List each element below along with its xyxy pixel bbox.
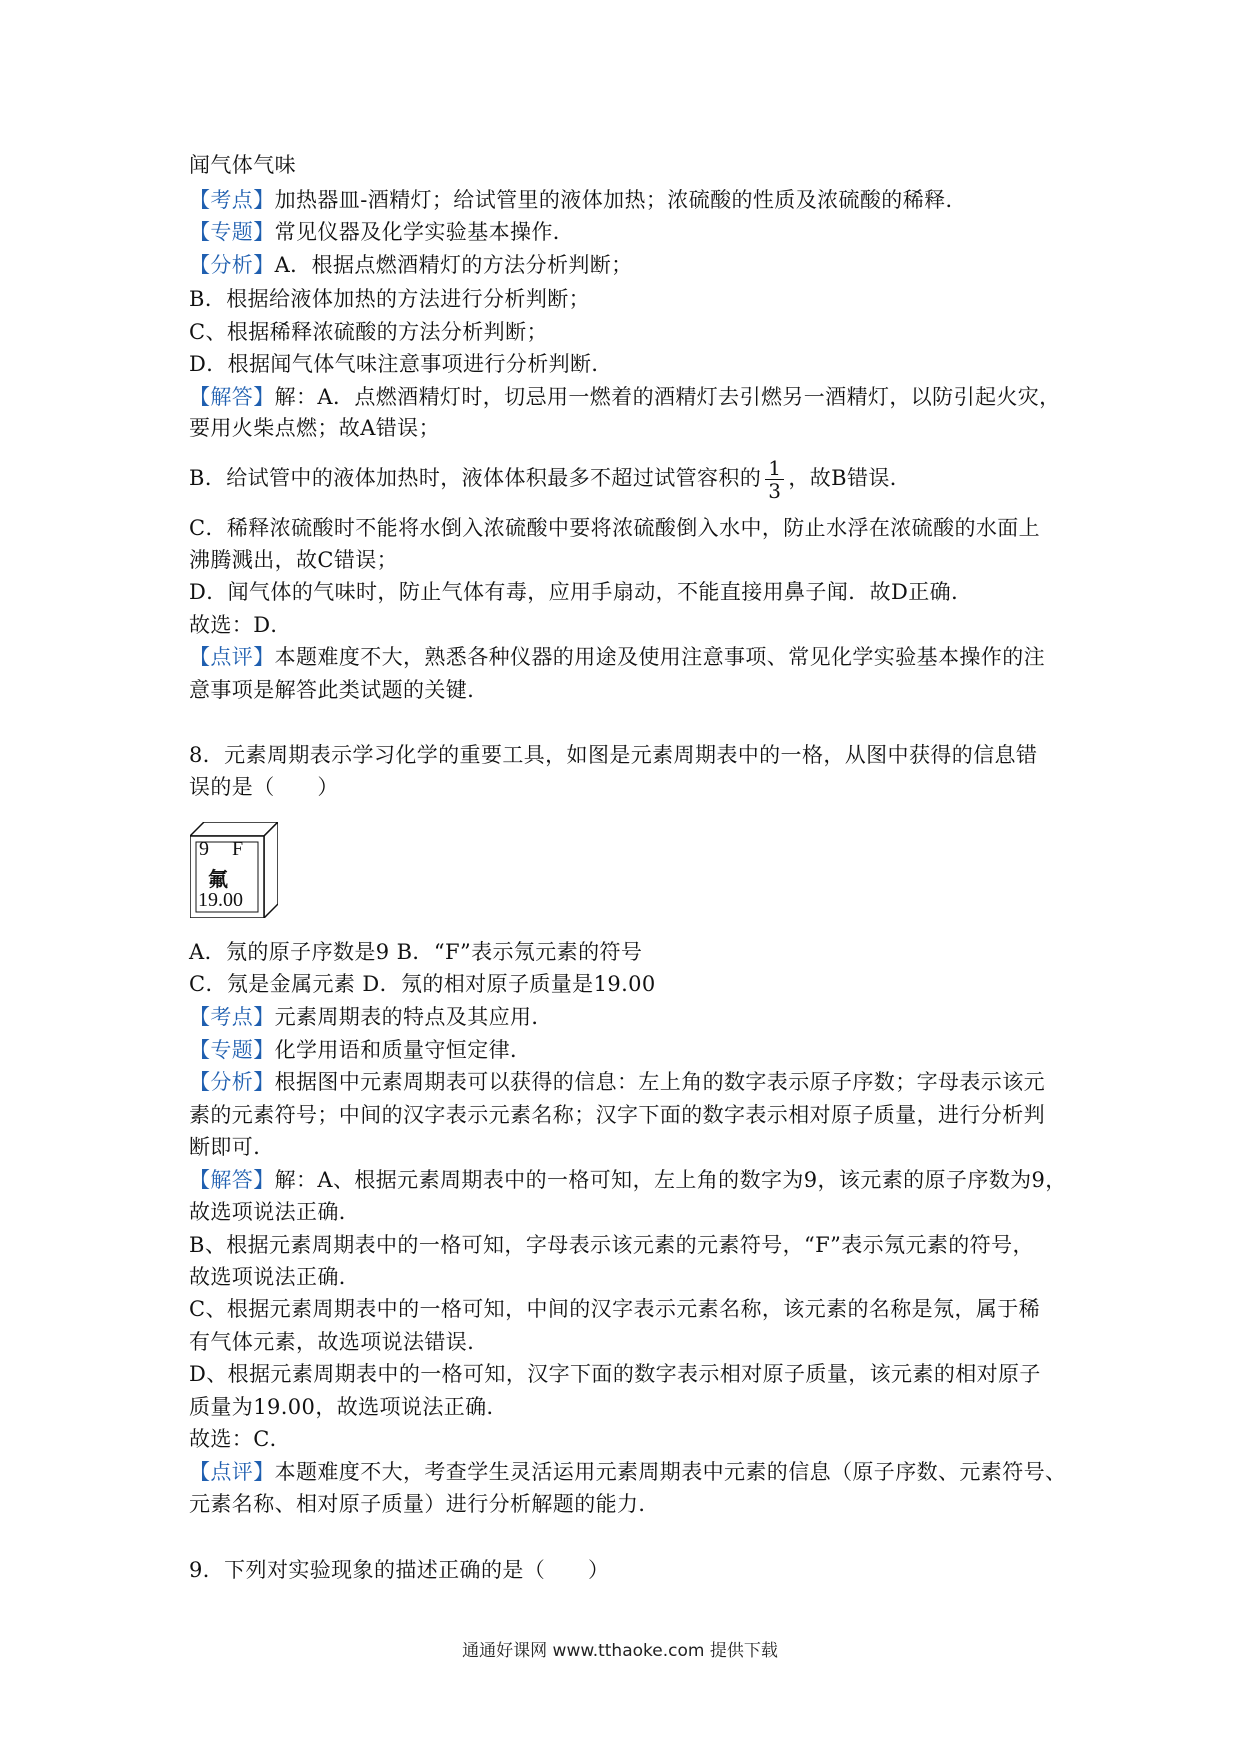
section-tag: 【点评】 bbox=[189, 1460, 275, 1484]
section-tag: 【专题】 bbox=[189, 220, 275, 244]
section-tag: 【解答】 bbox=[189, 385, 275, 409]
fenxi-line bbox=[189, 1068, 1045, 1096]
question-9-stem: 9．下列对实验现象的描述正确的是（ ） bbox=[189, 1558, 610, 1582]
atomic-mass: 19.00 bbox=[198, 889, 243, 911]
text-line: B．根据给液体加热的方法进行分析判断； bbox=[189, 287, 591, 311]
text-line: 闻气体气味 bbox=[189, 153, 296, 177]
text-line: C、根据稀释浓硫酸的方法分析判断； bbox=[189, 320, 548, 344]
fraction-one-third: $\frac{1}{3}$ bbox=[765, 457, 784, 502]
text-line: 元素名称、相对原子质量）进行分析解题的能力． bbox=[189, 1492, 660, 1516]
section-tag: 【专题】 bbox=[189, 1038, 275, 1062]
section-tag: 【考点】 bbox=[189, 188, 275, 212]
section-tag: 【考点】 bbox=[189, 1005, 275, 1029]
kaodian-line bbox=[189, 186, 967, 214]
question-8-stem: 8．元素周期表示学习化学的重要工具，如图是元素周期表中的一格，从图中获得的信息错 bbox=[189, 743, 1038, 767]
text-line: 故选项说法正确． bbox=[189, 1265, 361, 1289]
section-text: 本题难度不大，考查学生灵活运用元素周期表中元素的信息（原子序数、元素符号、 bbox=[274, 1460, 1067, 1484]
section-text: 解：A、根据元素周期表中的一格可知，左上角的数字为9，该元素的原子序数为9， bbox=[274, 1168, 1067, 1192]
text-line: B、根据元素周期表中的一格可知，字母表示该元素的元素符号，“F”表示氖元素的符号， bbox=[189, 1233, 1034, 1257]
text-line: 断即可． bbox=[189, 1135, 275, 1159]
section-tag: 【分析】 bbox=[189, 1070, 275, 1094]
text-line: 故选项说法正确． bbox=[189, 1200, 361, 1224]
text-line: C、根据元素周期表中的一格可知，中间的汉字表示元素名称，该元素的名称是氖，属于稀 bbox=[189, 1297, 1041, 1321]
section-text: A．根据点燃酒精灯的方法分析判断； bbox=[274, 253, 633, 277]
text-line: D．闻气体的气味时，防止气体有毒，应用手扇动，不能直接用鼻子闻．故D正确． bbox=[189, 580, 973, 604]
section-text: 加热器皿-酒精灯；给试管里的液体加热；浓硫酸的性质及浓硫酸的稀释． bbox=[274, 188, 967, 212]
text-line: 故选：D． bbox=[189, 613, 292, 637]
text-line: 故选：C． bbox=[189, 1427, 292, 1451]
page-footer: 通通好课网 www.tthaoke.com 提供下载 bbox=[462, 1641, 778, 1661]
text-line: 要用火柴点燃；故A错误； bbox=[189, 416, 440, 440]
fraction-line: B．给试管中的液体加热时，液体体积最多不超过试管容积的 $\frac{1}{3}$ ，故B错误． bbox=[189, 456, 912, 503]
dianping-line bbox=[189, 643, 1045, 671]
text-line: D、根据元素周期表中的一格可知，汉字下面的数字表示相对原子质量，该元素的相对原子 bbox=[189, 1362, 1041, 1386]
option-line: C．氖是金属元素 D．氖的相对原子质量是19.00 bbox=[189, 972, 656, 996]
section-text: 常见仪器及化学实验基本操作． bbox=[274, 220, 575, 244]
periodic-table-cell bbox=[190, 822, 278, 918]
section-text: 本题难度不大，熟悉各种仪器的用途及使用注意事项、常见化学实验基本操作的注 bbox=[274, 645, 1046, 669]
text-line: 有气体元素，故选项说法错误． bbox=[189, 1330, 489, 1354]
element-name: 氟 bbox=[208, 867, 228, 891]
jieda-line bbox=[189, 1166, 1067, 1194]
option-line: A．氖的原子序数是9 B．“F”表示氖元素的符号 bbox=[189, 940, 643, 964]
element-symbol: F bbox=[232, 838, 244, 860]
text-line: 素的元素符号；中间的汉字表示元素名称；汉字下面的数字表示相对原子质量，进行分析判 bbox=[189, 1103, 1045, 1127]
atomic-number: 9 bbox=[199, 838, 209, 860]
fenxi-line bbox=[189, 251, 633, 279]
section-text: 根据图中元素周期表可以获得的信息：左上角的数字表示原子序数；字母表示该元 bbox=[274, 1070, 1046, 1094]
text-line: D．根据闻气体气味注意事项进行分析判断． bbox=[189, 352, 613, 376]
text-line: C．稀释浓硫酸时不能将水倒入浓硫酸中要将浓硫酸倒入水中，防止水浮在浓硫酸的水面上 bbox=[189, 516, 1041, 540]
zhuanti-line bbox=[189, 1036, 531, 1064]
section-tag: 【解答】 bbox=[189, 1168, 275, 1192]
kaodian-line bbox=[189, 1003, 553, 1031]
dianping-line bbox=[189, 1458, 1066, 1486]
text-line: 意事项是解答此类试题的关键． bbox=[189, 678, 489, 702]
text-line: 质量为19.00，故选项说法正确． bbox=[189, 1395, 508, 1419]
section-text: 解：A．点燃酒精灯时，切忌用一燃着的酒精灯去引燃另一酒精灯，以防引起火灾， bbox=[274, 385, 1061, 409]
section-text: 化学用语和质量守恒定律． bbox=[274, 1038, 532, 1062]
zhuanti-line bbox=[189, 218, 574, 246]
section-tag: 【分析】 bbox=[189, 253, 275, 277]
question-8-stem: 误的是（ ） bbox=[189, 775, 339, 799]
jieda-line bbox=[189, 383, 1061, 411]
section-tag: 【点评】 bbox=[189, 645, 275, 669]
text-line: 沸腾溅出，故C错误； bbox=[189, 548, 399, 572]
section-text: 元素周期表的特点及其应用． bbox=[274, 1005, 553, 1029]
